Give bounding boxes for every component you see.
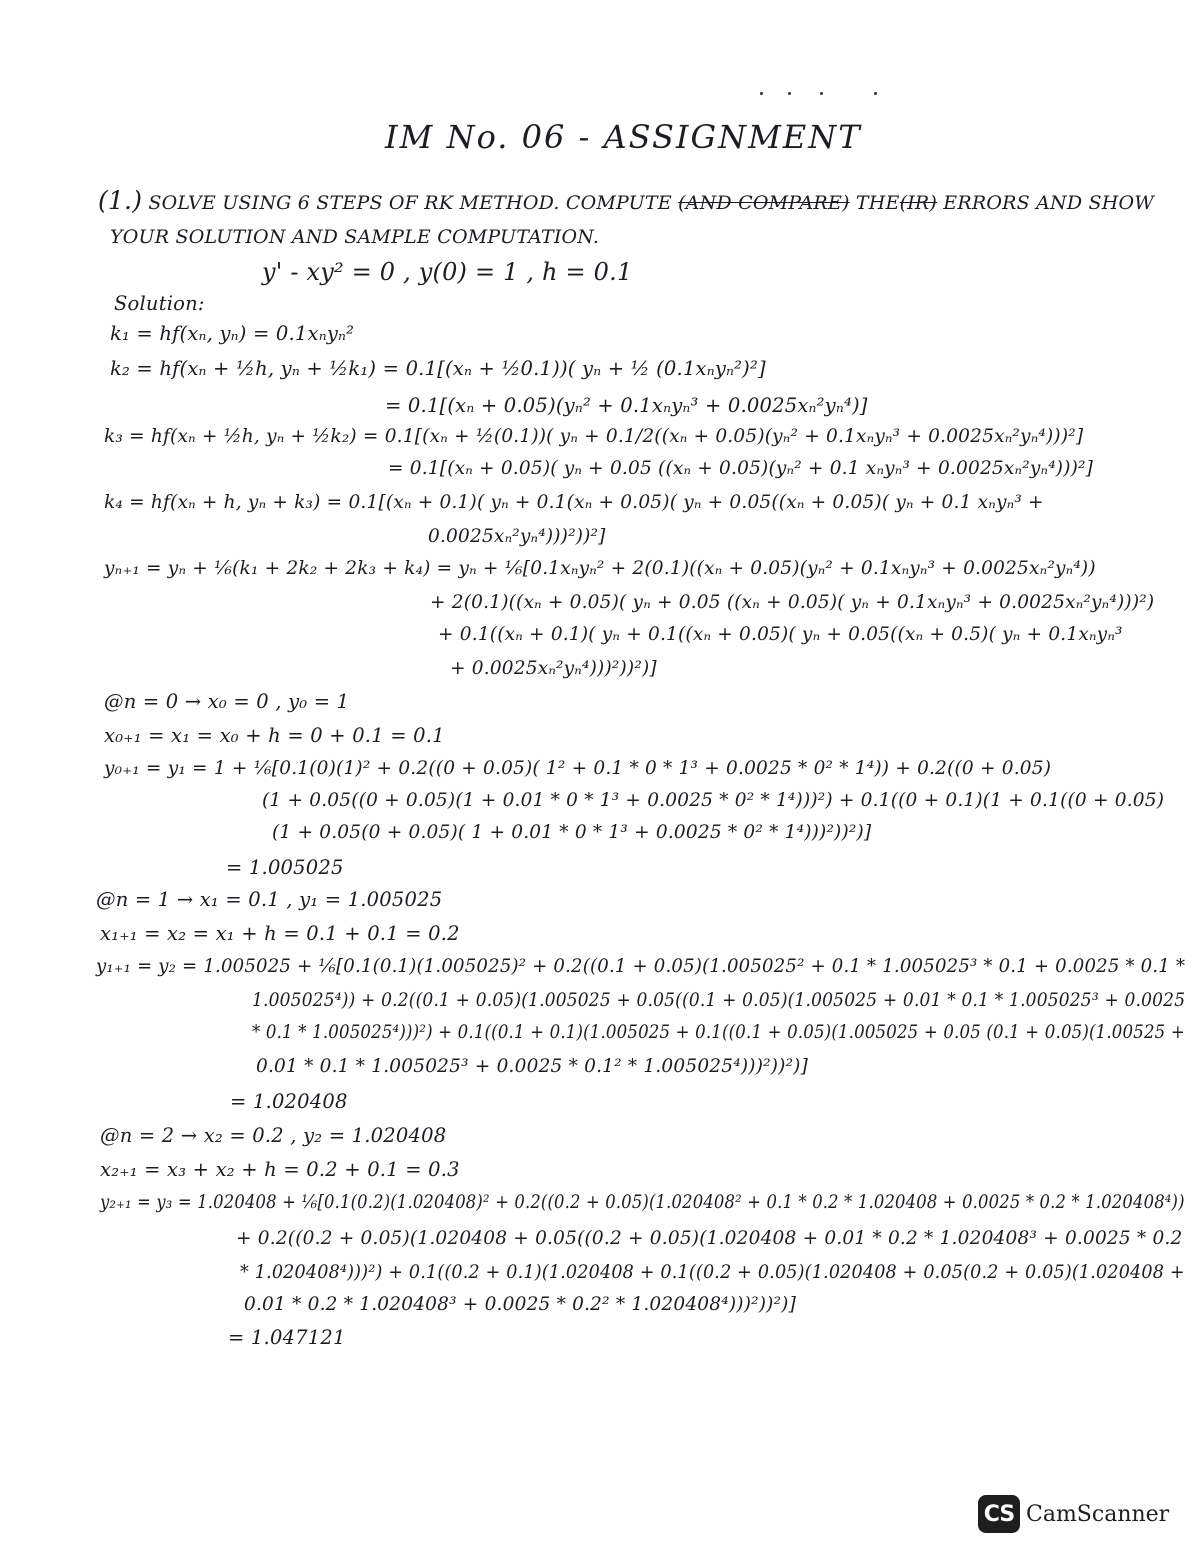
step-1-x-line: x₁₊₁ = x₂ = x₁ + h = 0.1 + 0.1 = 0.2 [100,922,460,945]
question-text-start: SOLVE USING 6 STEPS OF RK METHOD. COMPUTE [148,192,672,214]
rk-formula-line-1: yₙ₊₁ = yₙ + ⅙(k₁ + 2k₂ + 2k₃ + k₄) = yₙ + ⅙[0.1xₙyₙ² + 2(0.1)((xₙ + 0.05)(yₙ² + 0.1xₙyₙ³ + 0.0025xₙ²yₙ⁴)) [104,558,1096,579]
question-struck-text-2: (IR) [899,192,938,214]
step-1-y-line-3: * 0.1 * 1.005025⁴)))²) + 0.1((0.1 + 0.1)(1.005025 + 0.1((0.1 + 0.05)(1.005025 + 0.05 (0.1 + 0.05)(1.00525 + [252,1022,1185,1043]
step-1-y-line-2: 1.005025⁴)) + 0.2((0.1 + 0.05)(1.005025 + 0.05((0.1 + 0.05)(1.005025 + 0.01 * 0.1 * 1.005025³ + 0.0025 [252,990,1186,1011]
k3-simplified-line: = 0.1[(xₙ + 0.05)( yₙ + 0.05 ((xₙ + 0.05)(yₙ² + 0.1 xₙyₙ³ + 0.0025xₙ²yₙ⁴)))²] [388,458,1094,479]
solution-heading: Solution: [114,292,205,315]
step-2-result: = 1.047121 [228,1326,346,1349]
question-number: (1.) [98,186,143,215]
k2-simplified-line: = 0.1[(xₙ + 0.05)(yₙ² + 0.1xₙyₙ³ + 0.0025xₙ²yₙ⁴)] [385,394,868,417]
question-line-2: YOUR SOLUTION AND SAMPLE COMPUTATION. [110,226,600,248]
k4-line: k₄ = hf(xₙ + h, yₙ + k₃) = 0.1[(xₙ + 0.1)( yₙ + 0.1(xₙ + 0.05)( yₙ + 0.05((xₙ + 0.05)( yₙ + 0.1 xₙyₙ³ + [104,492,1044,513]
question-text-end: ERRORS AND SHOW [943,192,1155,214]
camscanner-watermark [978,1495,1169,1533]
k4-line-continued: 0.0025xₙ²yₙ⁴)))²))²] [428,526,606,547]
step-1-result: = 1.020408 [230,1090,348,1113]
step-0-x-line: x₀₊₁ = x₁ = x₀ + h = 0 + 0.1 = 0.1 [104,724,445,747]
step-0-y-line-3: (1 + 0.05(0 + 0.05)( 1 + 0.01 * 0 * 1³ + 0.0025 * 0² * 1⁴)))²))²)] [272,822,872,843]
step-2-y-line-1: y₂₊₁ = y₃ = 1.020408 + ⅙[0.1(0.2)(1.020408)² + 0.2((0.2 + 0.05)(1.020408² + 0.1 * 0.2 * 1.020408 + 0.0025 * 0.2 * 1.020408⁴)) [100,1192,1185,1213]
rk-formula-line-4: + 0.0025xₙ²yₙ⁴)))²))²)] [450,658,657,679]
step-2-x-line: x₂₊₁ = x₃ + x₂ + h = 0.2 + 0.1 = 0.3 [100,1158,460,1181]
rk-formula-line-3: + 0.1((xₙ + 0.1)( yₙ + 0.1((xₙ + 0.05)( yₙ + 0.05((xₙ + 0.5)( yₙ + 0.1xₙyₙ³ [438,624,1123,645]
given-equation: y' - xy² = 0 , y(0) = 1 , h = 0.1 [262,258,633,286]
k2-line: k₂ = hf(xₙ + ½h, yₙ + ½k₁) = 0.1[(xₙ + ½0.1))( yₙ + ½ (0.1xₙyₙ²)²] [110,357,766,380]
camscanner-logo-icon: CS [978,1495,1020,1533]
step-2-y-line-2: + 0.2((0.2 + 0.05)(1.020408 + 0.05((0.2 + 0.05)(1.020408 + 0.01 * 0.2 * 1.020408³ + 0.0025 * 0.2 [236,1228,1183,1249]
question-text-mid: THE [855,192,900,214]
step-2-y-line-3: * 1.020408⁴)))²) + 0.1((0.2 + 0.1)(1.020408 + 0.1((0.2 + 0.05)(1.020408 + 0.05(0.2 + 0.05)(1.020408 + [240,1262,1185,1283]
camscanner-label: CamScanner [1026,1501,1170,1527]
step-1-y-line-4: 0.01 * 0.1 * 1.005025³ + 0.0025 * 0.1² * 1.005025⁴)))²))²)] [256,1056,809,1077]
stray-marks [760,92,890,96]
step-0-result: = 1.005025 [226,856,344,879]
step-2-y-line-4: 0.01 * 0.2 * 1.020408³ + 0.0025 * 0.2² * 1.020408⁴)))²))²)] [244,1294,797,1315]
step-2-header: @n = 2 → x₂ = 0.2 , y₂ = 1.020408 [100,1124,447,1147]
question-line-1 [98,186,1154,215]
step-0-header: @n = 0 → x₀ = 0 , y₀ = 1 [104,690,350,713]
k1-line: k₁ = hf(xₙ, yₙ) = 0.1xₙyₙ² [110,322,355,345]
page-title: IM No. 06 - ASSIGNMENT [385,118,862,156]
question-struck-text-1: (AND COMPARE) [678,192,850,214]
k3-line: k₃ = hf(xₙ + ½h, yₙ + ½k₂) = 0.1[(xₙ + ½(0.1))( yₙ + 0.1/2((xₙ + 0.05)(yₙ² + 0.1xₙyₙ³ + 0.0025xₙ²yₙ⁴)))²] [104,426,1084,447]
step-1-y-line-1: y₁₊₁ = y₂ = 1.005025 + ⅙[0.1(0.1)(1.005025)² + 0.2((0.1 + 0.05)(1.005025² + 0.1 * 1.005025³ * 0.1 + 0.0025 * 0.1 * [96,956,1186,977]
rk-formula-line-2: + 2(0.1)((xₙ + 0.05)( yₙ + 0.05 ((xₙ + 0.05)( yₙ + 0.1xₙyₙ³ + 0.0025xₙ²yₙ⁴)))²) [430,592,1155,613]
step-0-y-line-1: y₀₊₁ = y₁ = 1 + ⅙[0.1(0)(1)² + 0.2((0 + 0.05)( 1² + 0.1 * 0 * 1³ + 0.0025 * 0² * 1⁴)) + 0.2((0 + 0.05) [104,758,1052,779]
step-1-header: @n = 1 → x₁ = 0.1 , y₁ = 1.005025 [96,888,443,911]
step-0-y-line-2: (1 + 0.05((0 + 0.05)(1 + 0.01 * 0 * 1³ + 0.0025 * 0² * 1⁴)))²) + 0.1((0 + 0.1)(1 + 0.1((0 + 0.05) [262,790,1165,811]
